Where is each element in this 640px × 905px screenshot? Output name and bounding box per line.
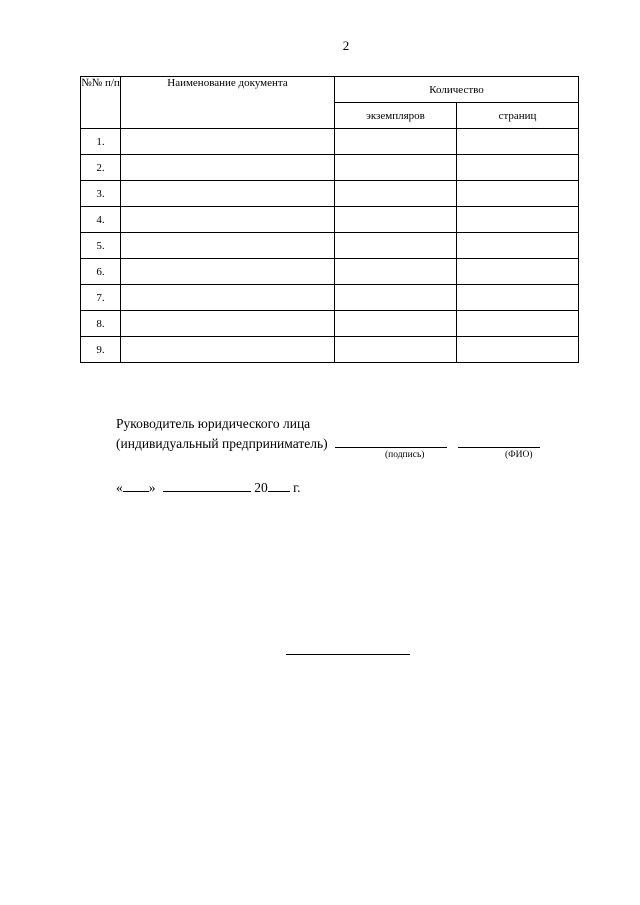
header-number: №№ п/п [81,77,121,129]
header-quantity: Количество [335,77,579,103]
header-copies: экземпляров [335,103,457,129]
table-row [81,337,579,363]
signature-role-text: (индивидуальный предприниматель) [116,436,328,451]
row-number: 5. [81,233,121,259]
pages-cell[interactable] [457,181,579,207]
document-name-cell[interactable] [121,311,335,337]
date-open-quote: « [116,480,123,495]
signature-block [116,415,540,453]
pages-cell[interactable] [457,233,579,259]
row-number: 3. [81,181,121,207]
copies-cell[interactable] [335,233,457,259]
table-row [81,285,579,311]
row-number: 6. [81,259,121,285]
pages-cell[interactable] [457,285,579,311]
document-name-cell[interactable] [121,233,335,259]
pages-cell[interactable] [457,337,579,363]
table-row [81,207,579,233]
end-divider [286,654,410,655]
pages-cell[interactable] [457,311,579,337]
date-year-prefix: 20 [254,480,268,495]
date-month-field[interactable] [163,479,251,492]
row-number: 8. [81,311,121,337]
copies-cell[interactable] [335,129,457,155]
table-row [81,259,579,285]
signature-caption: (подпись) [385,450,425,460]
pages-cell[interactable] [457,207,579,233]
copies-cell[interactable] [335,311,457,337]
copies-cell[interactable] [335,181,457,207]
signature-field[interactable] [335,433,447,448]
date-year-suffix: г. [293,480,301,495]
documents-table [80,76,579,363]
copies-cell[interactable] [335,337,457,363]
date-line [116,479,301,496]
page-number: 2 [342,38,350,53]
document-name-cell[interactable] [121,337,335,363]
name-caption: (ФИО) [505,450,533,460]
table-row [81,181,579,207]
document-name-cell[interactable] [121,259,335,285]
pages-cell[interactable] [457,129,579,155]
date-close-quote: » [148,480,156,495]
header-pages: страниц [457,103,579,129]
row-number: 4. [81,207,121,233]
copies-cell[interactable] [335,285,457,311]
copies-cell[interactable] [335,155,457,181]
document-name-cell[interactable] [121,155,335,181]
row-number: 9. [81,337,121,363]
document-name-cell[interactable] [121,285,335,311]
row-number: 2. [81,155,121,181]
table-row [81,155,579,181]
name-field[interactable] [458,433,540,448]
date-year-field[interactable] [268,479,290,492]
document-name-cell[interactable] [121,207,335,233]
table-row [81,233,579,259]
document-name-cell[interactable] [121,129,335,155]
table-row [81,129,579,155]
row-number: 7. [81,285,121,311]
header-document-name: Наименование документа [121,77,335,129]
document-name-cell[interactable] [121,181,335,207]
copies-cell[interactable] [335,207,457,233]
pages-cell[interactable] [457,155,579,181]
copies-cell[interactable] [335,259,457,285]
signature-role-line [116,433,540,453]
pages-cell[interactable] [457,259,579,285]
signature-title-line: Руководитель юридического лица [116,416,311,431]
table-row [81,311,579,337]
row-number: 1. [81,129,121,155]
date-day-field[interactable] [123,479,149,492]
